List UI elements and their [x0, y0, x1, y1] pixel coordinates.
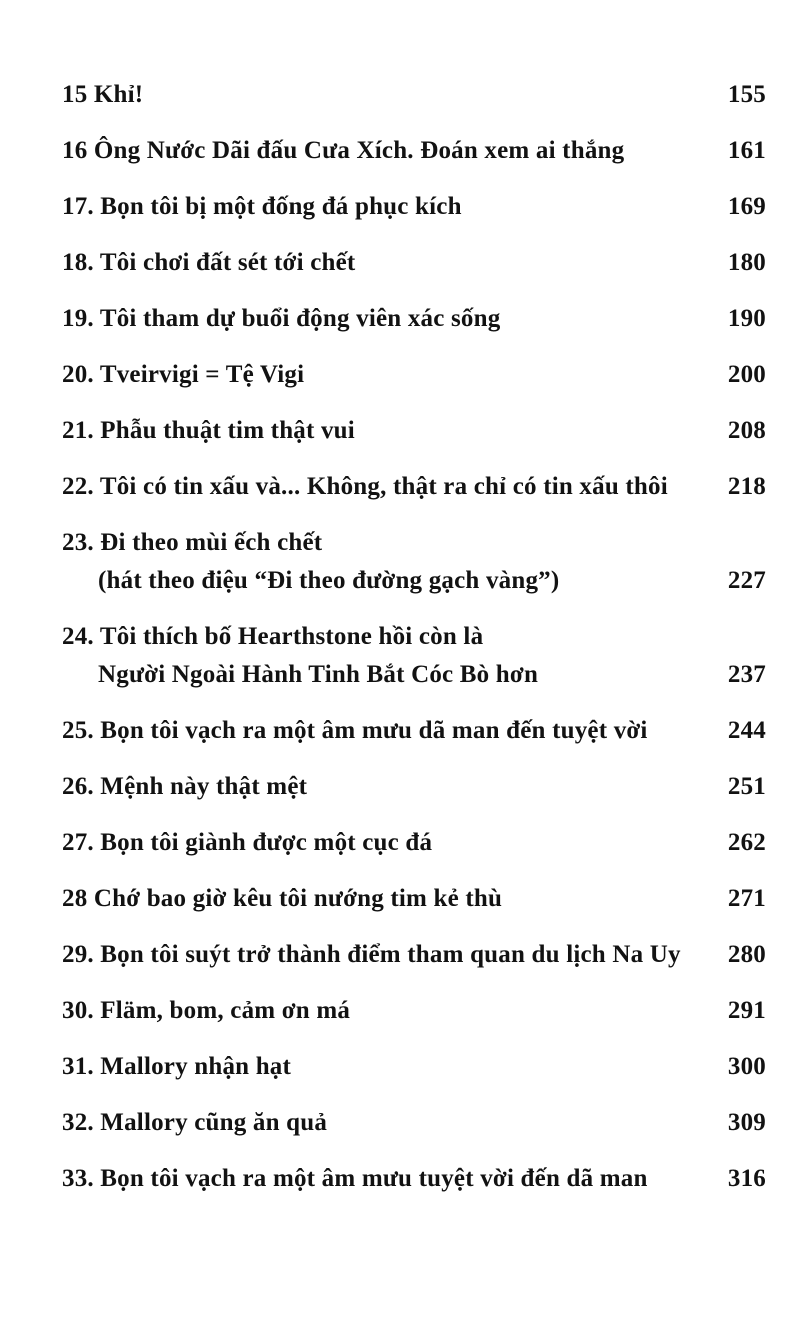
page-number: 316 — [727, 1165, 766, 1192]
chapter-title-line: 31. Mallory nhận hạt — [62, 1053, 292, 1080]
page-number: 280 — [727, 941, 766, 968]
page-number: 218 — [727, 473, 766, 500]
page-number: 180 — [727, 249, 766, 276]
chapter-title — [62, 524, 559, 600]
toc-entry — [62, 412, 766, 450]
toc-entry — [62, 1104, 766, 1142]
page-number: 309 — [727, 1109, 766, 1136]
page-number: 291 — [727, 997, 766, 1024]
chapter-title — [62, 188, 462, 226]
chapter-title — [62, 132, 624, 170]
toc-entry — [62, 712, 766, 750]
chapter-title-line: 18. Tôi chơi đất sét tới chết — [62, 249, 356, 276]
page-number: 161 — [727, 137, 766, 164]
toc-entry — [62, 768, 766, 806]
chapter-title-line: 23. Đi theo mùi ếch chết — [62, 529, 323, 556]
chapter-title — [62, 356, 304, 394]
chapter-title — [62, 244, 355, 282]
chapter-title-line: 30. Fläm, bom, cảm ơn má — [62, 997, 351, 1024]
chapter-title — [62, 992, 350, 1030]
page-number: 227 — [727, 567, 766, 594]
chapter-title — [62, 1104, 327, 1142]
chapter-title-line: 28 Chớ bao giờ kêu tôi nướng tim kẻ thù — [62, 885, 503, 912]
page-number: 208 — [727, 417, 766, 444]
toc-entry — [62, 1048, 766, 1086]
page-number: 251 — [727, 773, 766, 800]
chapter-title-continuation: (hát theo điệu “Đi theo đường gạch vàng”) — [98, 567, 560, 594]
chapter-title-line: 32. Mallory cũng ăn quả — [62, 1109, 328, 1136]
page-number: 190 — [727, 305, 766, 332]
page-number: 237 — [727, 661, 766, 688]
toc-entry — [62, 132, 766, 170]
chapter-title — [62, 412, 355, 450]
chapter-title — [62, 880, 502, 918]
chapter-title-line: 17. Bọn tôi bị một đống đá phục kích — [62, 193, 462, 220]
chapter-title-line: 25. Bọn tôi vạch ra một âm mưu dã man đến tuyệt vời — [62, 717, 648, 744]
toc-entry — [62, 824, 766, 862]
chapter-title-line: 21. Phẫu thuật tim thật vui — [62, 417, 355, 444]
page-number: 169 — [727, 193, 766, 220]
chapter-title-line: 24. Tôi thích bố Hearthstone hồi còn là — [62, 623, 484, 650]
chapter-title — [62, 824, 432, 862]
toc-entry — [62, 524, 766, 600]
chapter-title-line: 27. Bọn tôi giành được một cục đá — [62, 829, 433, 856]
toc-entry — [62, 880, 766, 918]
toc-entry — [62, 618, 766, 694]
chapter-title — [62, 300, 500, 338]
chapter-title-line: 22. Tôi có tin xấu và... Không, thật ra chỉ có tin xấu thôi — [62, 473, 668, 500]
chapter-title — [62, 76, 143, 114]
chapter-title-continuation: Người Ngoài Hành Tinh Bắt Cóc Bò hơn — [98, 661, 539, 688]
toc-entry — [62, 356, 766, 394]
toc-entry — [62, 468, 766, 506]
chapter-title — [62, 768, 307, 806]
chapter-title — [62, 1160, 648, 1198]
page-number: 155 — [727, 81, 766, 108]
toc-entry — [62, 76, 766, 114]
toc-entry — [62, 992, 766, 1030]
toc-entry — [62, 188, 766, 226]
chapter-title — [62, 618, 538, 694]
chapter-title — [62, 936, 681, 974]
chapter-title-line: 16 Ông Nước Dãi đấu Cưa Xích. Đoán xem ai thắng — [62, 137, 625, 164]
page-number: 262 — [727, 829, 766, 856]
chapter-title — [62, 468, 668, 506]
chapter-title-line: 15 Khỉ! — [62, 81, 144, 108]
chapter-title-line: 33. Bọn tôi vạch ra một âm mưu tuyệt vời đến dã man — [62, 1165, 648, 1192]
toc-entry — [62, 244, 766, 282]
toc-entry — [62, 300, 766, 338]
chapter-title — [62, 712, 648, 750]
chapter-title — [62, 1048, 291, 1086]
chapter-title-line: 29. Bọn tôi suýt trở thành điểm tham quan du lịch Na Uy — [62, 941, 681, 968]
toc-entry — [62, 936, 766, 974]
chapter-title-line: 20. Tveirvigi = Tệ Vigi — [62, 361, 305, 388]
chapter-title-line: 19. Tôi tham dự buổi động viên xác sống — [62, 305, 501, 332]
page-number: 200 — [727, 361, 766, 388]
toc-entry-list — [62, 76, 766, 1198]
page-number: 300 — [727, 1053, 766, 1080]
chapter-title-line: 26. Mệnh này thật mệt — [62, 773, 308, 800]
page-number: 271 — [727, 885, 766, 912]
toc-entry — [62, 1160, 766, 1198]
page-number: 244 — [727, 717, 766, 744]
